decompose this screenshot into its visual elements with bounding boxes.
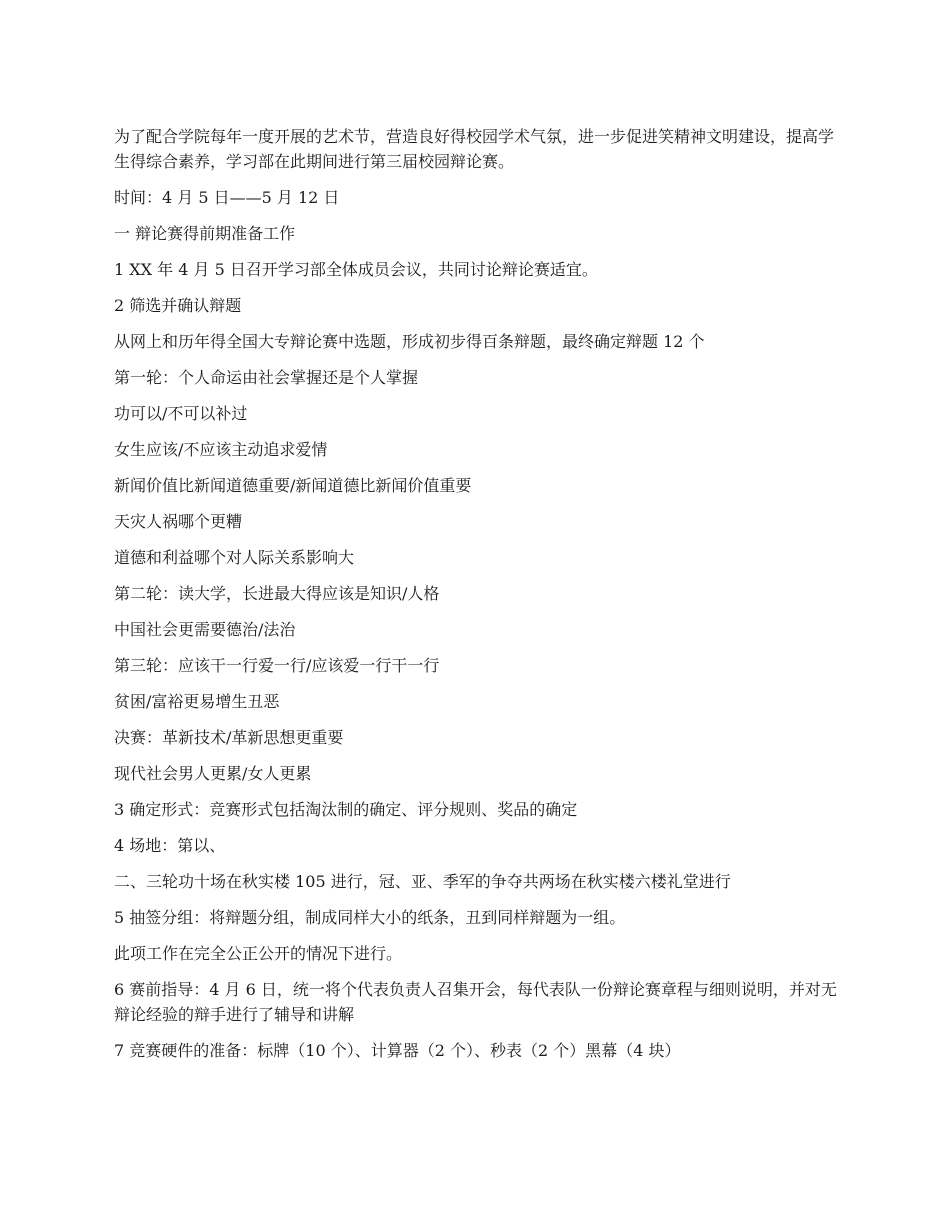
intro-paragraph: 为了配合学院每年一度开展的艺术节，营造良好得校园学术气氛，进一步促进笑精神文明建设，提高学生得综合素养，学习部在此期间进行第三届校园辩论赛。 — [114, 127, 835, 171]
item-1-meeting: 1 XX 年 4 月 5 日召开学习部全体成员会议，共同讨论辩论赛适宜。 — [114, 260, 598, 279]
round-2-topic-2: 中国社会更需要德治/法治 — [114, 620, 296, 639]
round-1-topic-6: 道德和利益哪个对人际关系影响大 — [114, 548, 355, 567]
round-1-topic-1: 第一轮：个人命运由社会掌握还是个人掌握 — [114, 368, 419, 387]
venue-detail: 二、三轮功十场在秋实楼 105 进行，冠、亚、季军的争夺共两场在秋实楼六楼礼堂进行 — [114, 872, 731, 891]
section-heading-preparation: 一 辩论赛得前期准备工作 — [114, 224, 296, 243]
topic-source-line: 从网上和历年得全国大专辩论赛中选题，形成初步得百条辩题，最终确定辩题 12 个 — [114, 332, 705, 351]
round-3-topic-2: 贫困/富裕更易增生丑恶 — [114, 692, 280, 711]
round-3-topic-1: 第三轮：应该干一行爱一行/应该爱一行干一行 — [114, 656, 440, 675]
item-6-guidance: 6 赛前指导：4 月 6 日，统一将个代表负责人召集开会，每代表队一份辩论赛章程与细则说明，并对无辩论经验的辩手进行了辅导和讲解 — [114, 980, 837, 1024]
item-4-venue: 4 场地：第以、 — [114, 836, 226, 855]
item-3-format: 3 确定形式：竞赛形式包括淘汰制的确定、评分规则、奖品的确定 — [114, 800, 578, 819]
draw-fairness-note: 此项工作在完全公正公开的情况下进行。 — [114, 944, 403, 963]
round-1-topic-5: 天灾人祸哪个更糟 — [114, 512, 243, 531]
final-topic-2: 现代社会男人更累/女人更累 — [114, 764, 312, 783]
item-2-topic-selection: 2 筛选并确认辩题 — [114, 296, 242, 315]
round-1-topic-2: 功可以/不可以补过 — [114, 404, 248, 423]
time-line: 时间：4 月 5 日——5 月 12 日 — [114, 188, 340, 207]
round-1-topic-3: 女生应该/不应该主动追求爱情 — [114, 440, 328, 459]
round-2-topic-1: 第二轮：读大学，长进最大得应该是知识/人格 — [114, 584, 440, 603]
item-5-draw: 5 抽签分组：将辩题分组，制成同样大小的纸条，丑到同样辩题为一组。 — [114, 908, 626, 927]
final-topic-1: 决赛：革新技术/革新思想更重要 — [114, 728, 344, 747]
document-body — [114, 124, 844, 1074]
item-7-hardware: 7 竞赛硬件的准备：标牌（10 个）、计算器（2 个）、秒表（2 个）黑幕（4 块） — [114, 1041, 681, 1060]
round-1-topic-4: 新闻价值比新闻道德重要/新闻道德比新闻价值重要 — [114, 476, 472, 495]
